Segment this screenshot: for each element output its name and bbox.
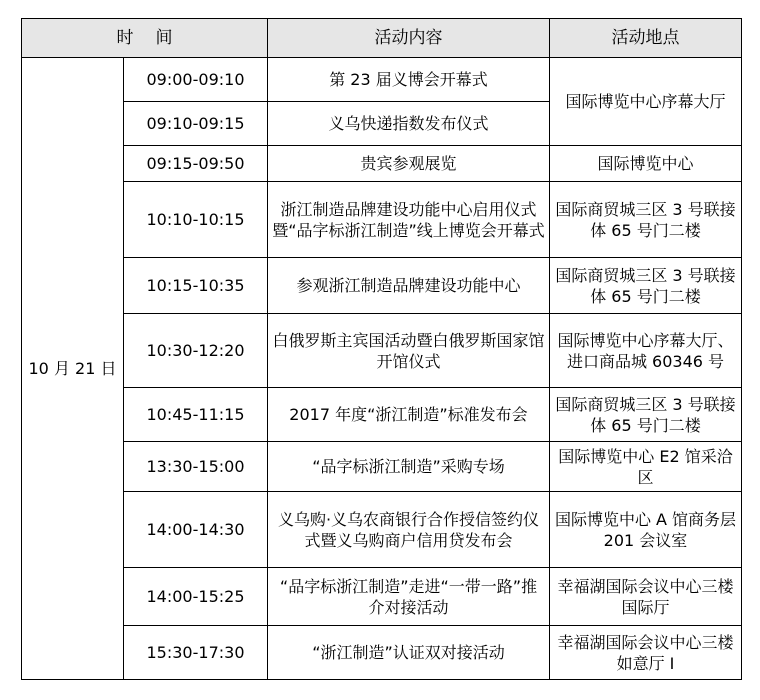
time-cell: 10:10-10:15: [124, 182, 268, 258]
table-row: [22, 258, 742, 314]
location-cell: 国际商贸城三区 3 号联接体 65 号门二楼: [550, 258, 742, 314]
table-row: [22, 492, 742, 568]
activity-cell: “品字标浙江制造”采购专场: [268, 442, 550, 492]
activity-cell: “品字标浙江制造”走进“一带一路”推介对接活动: [268, 568, 550, 626]
location-cell: 幸福湖国际会议中心三楼如意厅 I: [550, 626, 742, 680]
time-cell: 10:15-10:35: [124, 258, 268, 314]
date-cell: 10 月 21 日: [22, 58, 124, 680]
location-cell: 国际商贸城三区 3 号联接体 65 号门二楼: [550, 388, 742, 442]
location-cell: 国际博览中心 E2 馆采洽区: [550, 442, 742, 492]
time-cell: 09:10-09:15: [124, 102, 268, 146]
activity-cell: 义乌快递指数发布仪式: [268, 102, 550, 146]
time-cell: 14:00-15:25: [124, 568, 268, 626]
activity-cell: 2017 年度“浙江制造”标准发布会: [268, 388, 550, 442]
time-cell: 15:30-17:30: [124, 626, 268, 680]
header-row: [22, 19, 742, 58]
schedule-table: [21, 18, 742, 680]
time-cell: 14:00-14:30: [124, 492, 268, 568]
table-row: [22, 568, 742, 626]
location-cell: 国际商贸城三区 3 号联接体 65 号门二楼: [550, 182, 742, 258]
table-row: [22, 626, 742, 680]
location-cell: 幸福湖国际会议中心三楼国际厅: [550, 568, 742, 626]
time-cell: 09:15-09:50: [124, 146, 268, 182]
activity-cell: 浙江制造品牌建设功能中心启用仪式暨“品字标浙江制造”线上博览会开幕式: [268, 182, 550, 258]
time-cell: 09:00-09:10: [124, 58, 268, 102]
table-row: [22, 146, 742, 182]
location-cell: 国际博览中心序幕大厅: [550, 58, 742, 146]
activity-cell: 参观浙江制造品牌建设功能中心: [268, 258, 550, 314]
table-row: [22, 182, 742, 258]
location-cell: 国际博览中心序幕大厅、进口商品城 60346 号: [550, 314, 742, 388]
table-row: [22, 442, 742, 492]
activity-cell: 第 23 届义博会开幕式: [268, 58, 550, 102]
activity-cell: 白俄罗斯主宾国活动暨白俄罗斯国家馆开馆仪式: [268, 314, 550, 388]
header-location: 活动地点: [550, 19, 742, 58]
location-cell: 国际博览中心: [550, 146, 742, 182]
table-row: [22, 388, 742, 442]
activity-cell: 贵宾参观展览: [268, 146, 550, 182]
header-activity: 活动内容: [268, 19, 550, 58]
activity-cell: 义乌购·义乌农商银行合作授信签约仪式暨义乌购商户信用贷发布会: [268, 492, 550, 568]
time-cell: 13:30-15:00: [124, 442, 268, 492]
header-time: 时间: [22, 19, 268, 58]
location-cell: 国际博览中心 A 馆商务层 201 会议室: [550, 492, 742, 568]
table-row: [22, 58, 742, 102]
time-cell: 10:30-12:20: [124, 314, 268, 388]
table-row: [22, 314, 742, 388]
time-cell: 10:45-11:15: [124, 388, 268, 442]
activity-cell: “浙江制造”认证双对接活动: [268, 626, 550, 680]
